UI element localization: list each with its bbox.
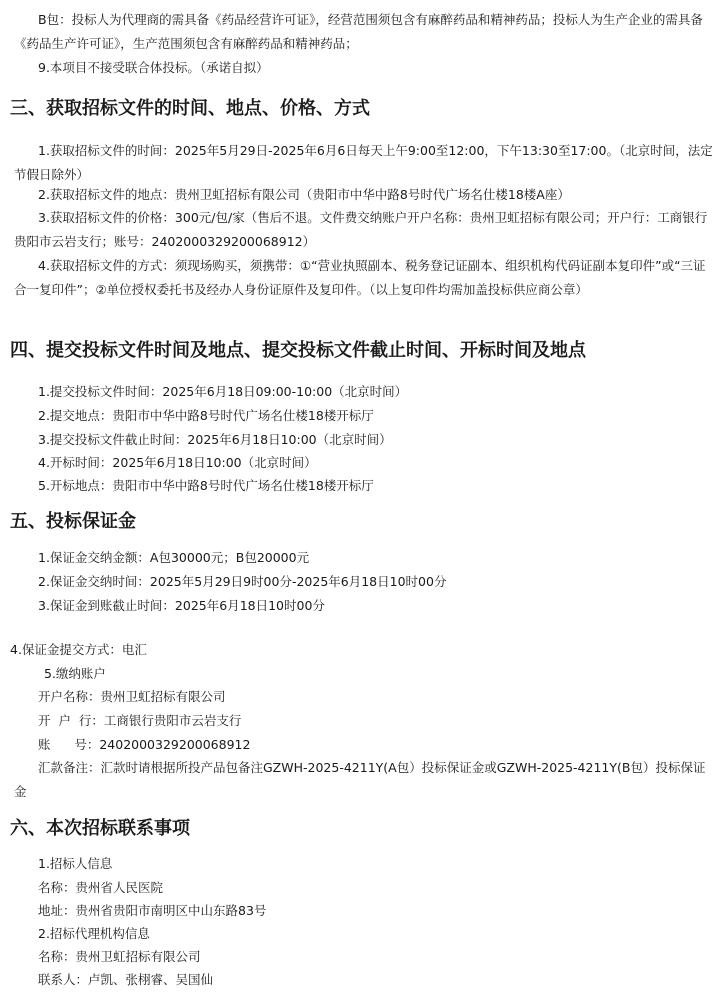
account-number-value: 2402000329200068912 — [99, 737, 251, 752]
section-4-item-3: 3.提交投标文件截止时间：2025年6月18日10:00（北京时间） — [38, 432, 392, 447]
deposit-account-title: 5.缴纳账户 — [44, 666, 106, 681]
b-package-requirement: B包：投标人为代理商的需具备《药品经营许可证》，经营范围须包含有麻醉药品和精神药品；投标人为生产企业的需具备《药品生产许可证》，生产范围须包含有麻醉药品和精神药品； — [14, 12, 703, 51]
account-number-label: 账 号： — [38, 737, 100, 752]
deposit-account-name: 开户名称：贵州卫虹招标有限公司 — [38, 689, 226, 704]
section-4-item-5: 5.开标地点：贵阳市中华中路8号时代广场名仕楼18楼开标厅 — [38, 478, 374, 493]
section-4-item-1: 1.提交投标文件时间：2025年6月18日09:00-10:00（北京时间） — [38, 384, 408, 399]
deposit-account-number — [38, 733, 250, 757]
section-4-heading: 四、提交投标文件时间及地点、提交投标文件截止时间、开标时间及地点 — [10, 340, 586, 361]
deposit-remark: 汇款备注：汇款时请根据所投产品包备注GZWH-2025-4211Y(A包）投标保证金或GZWH-2025-4211Y(B包）投标保证金 — [14, 760, 706, 799]
tenderer-info-title: 1.招标人信息 — [38, 856, 113, 871]
agency-name: 名称：贵州卫虹招标有限公司 — [38, 949, 201, 964]
section-3-item-2: 2.获取招标文件的地点：贵州卫虹招标有限公司（贵阳市中华中路8号时代广场名仕楼18楼A座） — [38, 187, 570, 202]
deposit-bank: 开 户 行：工商银行贵阳市云岩支行 — [38, 713, 242, 728]
tenderer-address: 地址：贵州省贵阳市南明区中山东路83号 — [38, 903, 267, 918]
section-6-heading: 六、本次招标联系事项 — [10, 818, 190, 839]
section-5-item-2: 2.保证金交纳时间：2025年5月29日9时00分-2025年6月18日10时00分 — [38, 574, 447, 589]
section-5-item-1: 1.保证金交纳金额：A包30000元；B包20000元 — [38, 550, 310, 565]
section-5-heading: 五、投标保证金 — [10, 511, 136, 532]
agency-contacts: 联系人：卢凯、张栩睿、吴国仙 — [38, 972, 214, 987]
section-4-item-2: 2.提交地点：贵阳市中华中路8号时代广场名仕楼18楼开标厅 — [38, 408, 374, 423]
item-9-no-consortium: 9.本项目不接受联合体投标。（承诺自拟） — [38, 60, 269, 75]
section-3-item-1: 1.获取招标文件的时间：2025年5月29日-2025年6月6日每天上午9:00至12:00，下午13:30至17:00。（北京时间，法定节假日除外） — [14, 143, 713, 182]
section-3-item-4: 4.获取招标文件的方式：须现场购买，须携带：①“营业执照副本、税务登记证副本、组织机构代码证副本复印件”或“三证合一复印件”；②单位授权委托书及经办人身份证原件及复印件。（以上复印件均需加盖投标供应商公章） — [14, 258, 706, 297]
section-5-item-3: 3.保证金到账截止时间：2025年6月18日10时00分 — [38, 598, 325, 613]
tenderer-name: 名称：贵州省人民医院 — [38, 880, 164, 895]
section-3-item-3: 3.获取招标文件的价格：300元/包/家（售后不退。文件费交纳账户开户名称：贵州卫虹招标有限公司；开户行：工商银行贵阳市云岩支行；账号：2402000329200068912） — [14, 210, 708, 249]
agency-info-title: 2.招标代理机构信息 — [38, 926, 150, 941]
section-3-heading: 三、获取招标文件的时间、地点、价格、方式 — [10, 98, 370, 119]
deposit-method: 4.保证金提交方式：电汇 — [10, 642, 147, 657]
section-4-item-4: 4.开标时间：2025年6月18日10:00（北京时间） — [38, 455, 317, 470]
